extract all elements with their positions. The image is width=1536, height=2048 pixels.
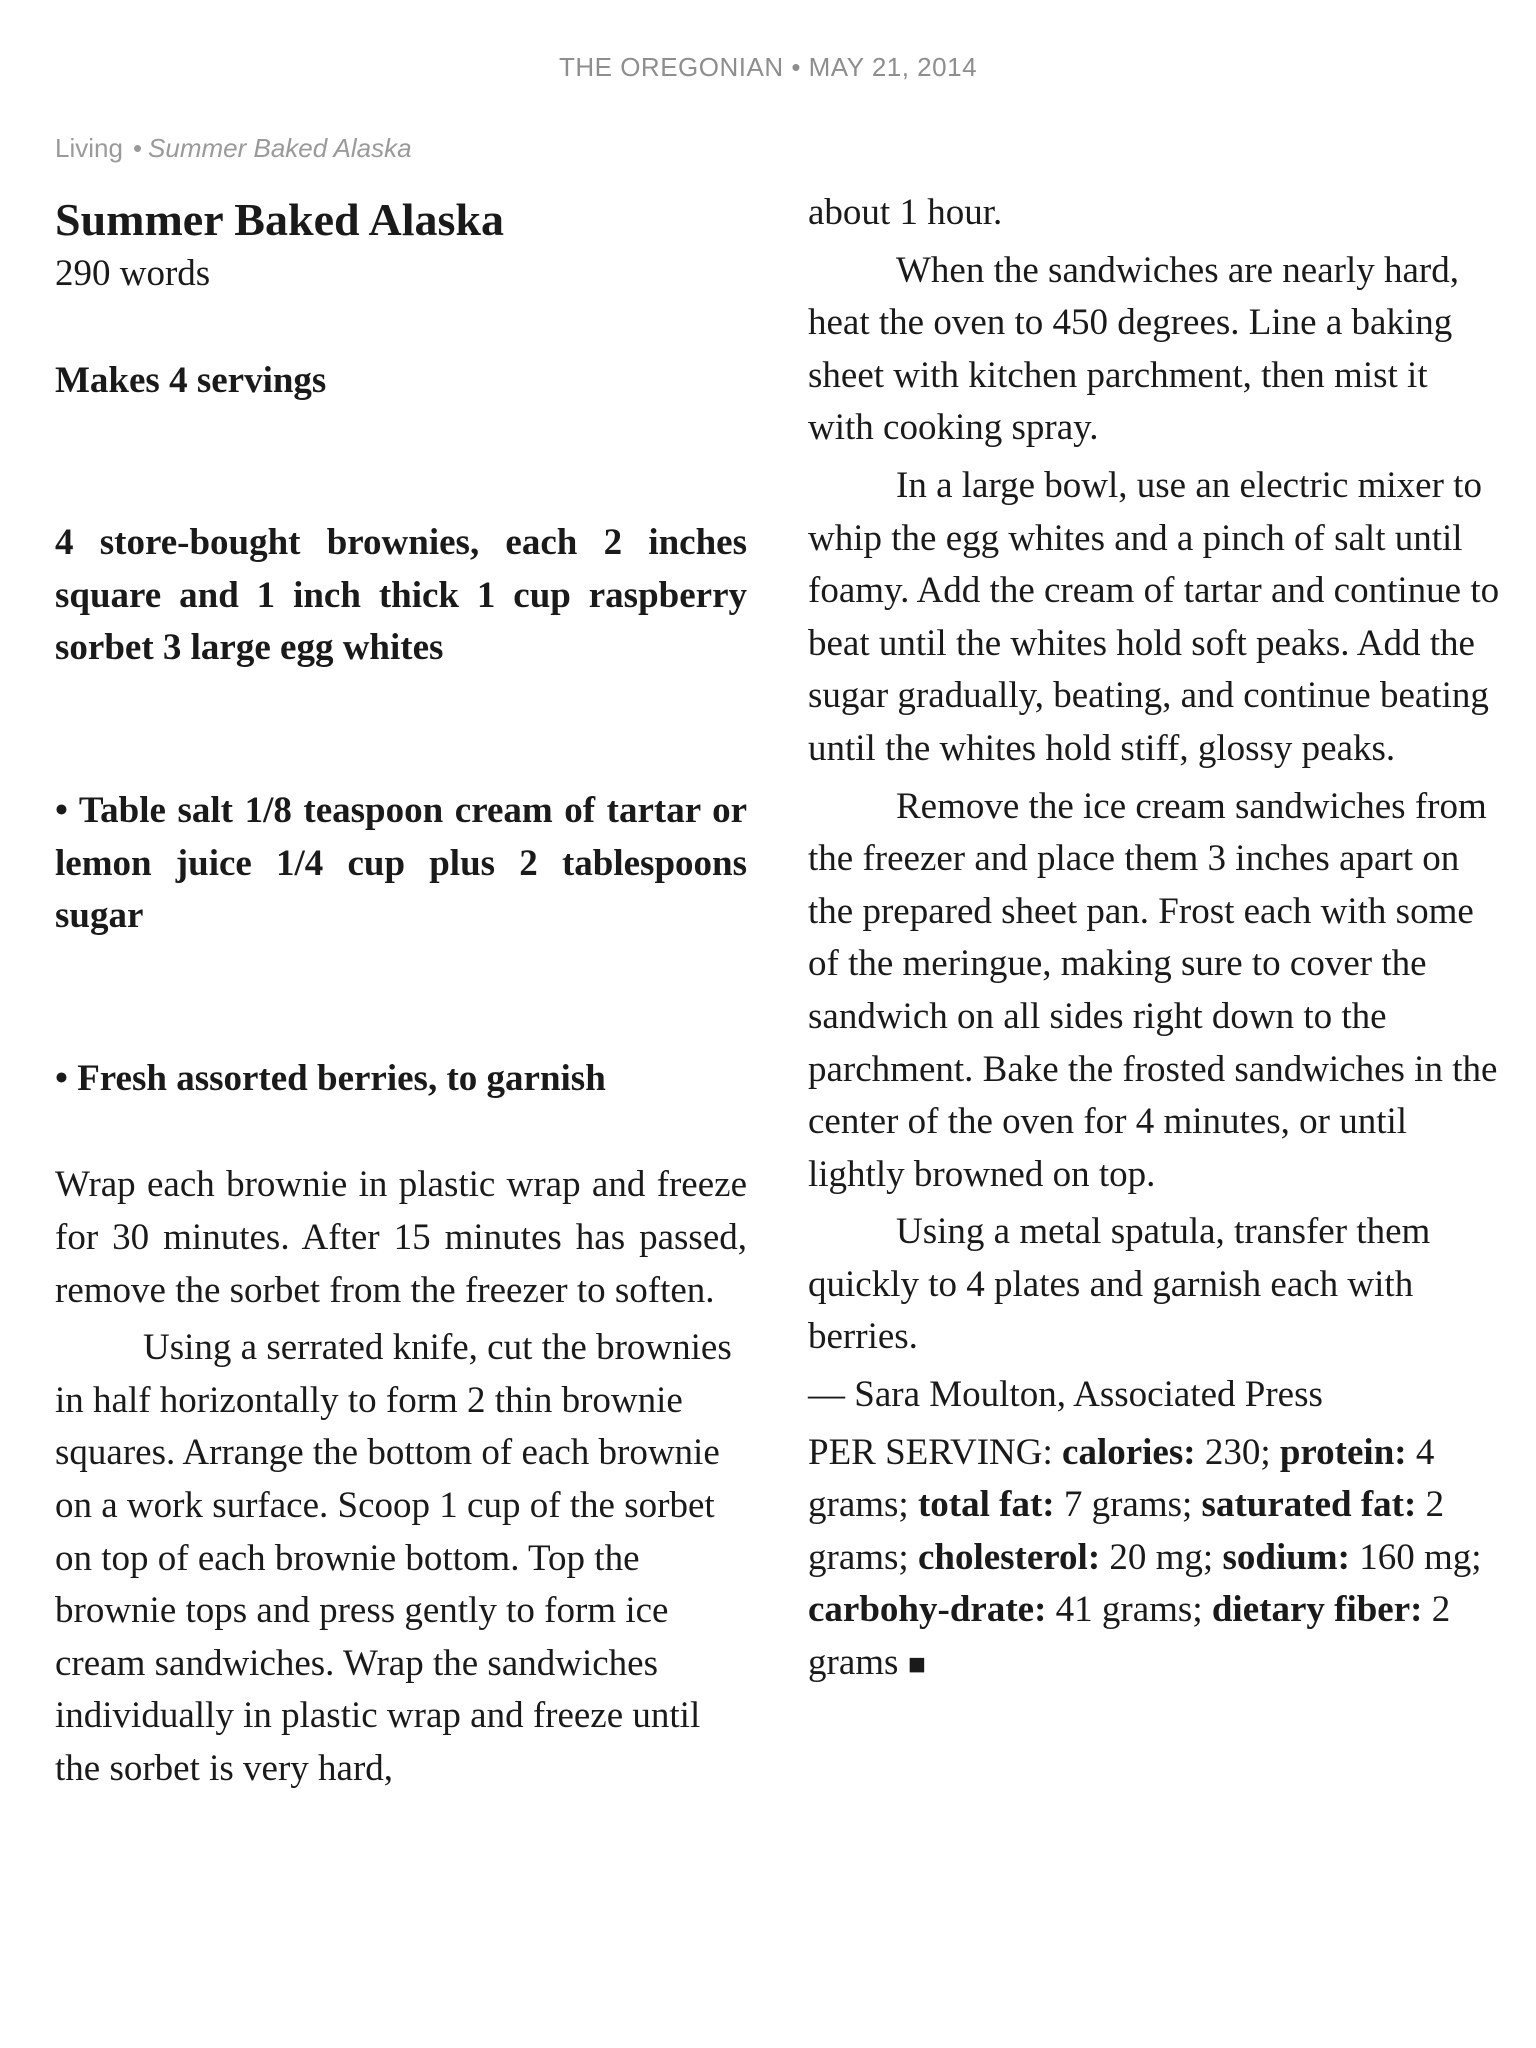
nutrition-value: 2 grams: [808, 1589, 1451, 1684]
nutrition-prefix: PER SERVING:: [808, 1431, 1053, 1473]
nutrition-label: saturated fat:: [1201, 1484, 1417, 1526]
instruction-paragraph: Using a metal spatula, transfer them quickly to 4 plates and garnish each with berries.: [808, 1211, 1431, 1358]
nutrition-label: protein:: [1279, 1431, 1407, 1473]
ingredient-item: 4 store-bought brownies, each 2 inches square and 1 inch thick 1 cup raspberry sorbet 3 large egg whites: [55, 522, 747, 669]
nutrition-label: cholesterol:: [917, 1536, 1101, 1578]
breadcrumb-current: Summer Baked Alaska: [148, 133, 412, 163]
article-title: Summer Baked Alaska: [55, 194, 505, 245]
masthead: THE OREGONIAN • MAY 21, 2014: [558, 52, 978, 82]
nutrition-value: 4 grams;: [808, 1431, 1435, 1526]
servings: Makes 4 servings: [55, 359, 327, 401]
word-count: 290 words: [55, 253, 211, 294]
nutrition-value: 2 grams;: [808, 1484, 1445, 1578]
nutrition-value: 41 grams;: [1055, 1589, 1203, 1631]
nutrition-value: 20 mg;: [1109, 1536, 1214, 1578]
instruction-paragraph: In a large bowl, use an electric mixer to whip the egg whites and a pinch of salt until foamy. Add the cream of tartar and continue to beat until the whites hold soft peaks. Add the sugar gradually, beating, and continue beating until the whites hold stiff, glossy peaks.: [808, 464, 1500, 769]
instruction-continuation: about 1 hour.: [808, 192, 1003, 233]
instruction-paragraph: When the sandwiches are nearly hard, heat the oven to 450 degrees. Line a baking sheet with kitchen parchment, then mist it with cooking spray.: [808, 249, 1459, 449]
nutrition-label: total fat:: [917, 1484, 1055, 1526]
nutrition-info: [808, 1427, 1500, 1692]
byline: — Sara Moulton, Associated Press: [808, 1374, 1323, 1416]
nutrition-label: dietary fiber:: [1211, 1589, 1423, 1631]
nutrition-value: 230;: [1204, 1431, 1271, 1473]
nutrition-label: calories:: [1062, 1431, 1196, 1473]
breadcrumb: [55, 133, 412, 164]
breadcrumb-section-link[interactable]: Living: [55, 133, 123, 163]
breadcrumb-separator: •: [132, 133, 143, 163]
article-column-left: [55, 192, 747, 1800]
end-mark-icon: ■: [907, 1648, 926, 1682]
ingredient-item: • Fresh assorted berries, to garnish: [55, 1057, 606, 1099]
nutrition-value: 7 grams;: [1063, 1484, 1193, 1526]
nutrition-label: sodium:: [1222, 1536, 1350, 1578]
ingredient-item: • Table salt 1/8 teaspoon cream of tartar or lemon juice 1/4 cup plus 2 tablespoons sugar: [55, 789, 747, 937]
nutrition-label: carbohy-drate:: [808, 1589, 1047, 1631]
instruction-paragraph: Remove the ice cream sandwiches from the freezer and place them 3 inches apart on the prepared sheet pan. Frost each with some of the meringue, making sure to cover the sandwich on all sides right down to the parchment. Bake the frosted sandwiches in the center of the oven for 4 minutes, or until lightly browned on top.: [808, 785, 1498, 1195]
article-column-right: [808, 187, 1500, 1692]
instruction-paragraph: Wrap each brownie in plastic wrap and freeze for 30 minutes. After 15 minutes has passed, remove the sorbet from the freezer to soften.: [55, 1164, 747, 1311]
instruction-paragraph: Using a serrated knife, cut the brownies in half horizontally to form 2 thin brownie squares. Arrange the bottom of each brownie on a work surface. Scoop 1 cup of the sorbet on top of each brownie bottom. Top the brownie tops and press gently to form ice cream sandwiches. Wrap the sandwiches individually in plastic wrap and freeze until the sorbet is very hard,: [55, 1327, 732, 1789]
nutrition-value: 160 mg;: [1359, 1536, 1482, 1578]
